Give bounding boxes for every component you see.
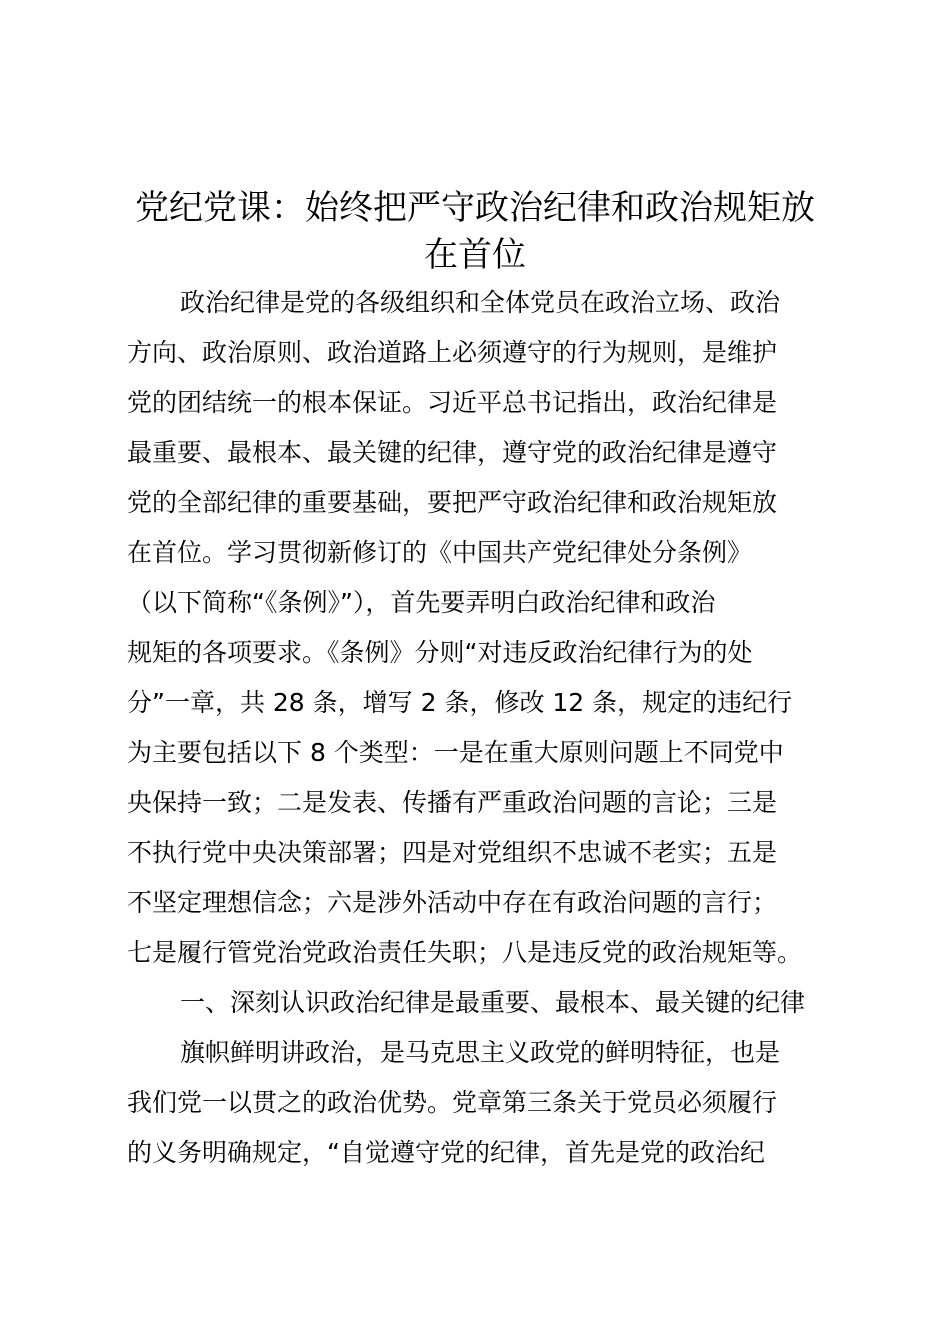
paragraph-line: 党的全部纪律的重要基础，要把严守政治纪律和政治规矩放 bbox=[127, 488, 778, 517]
paragraph-line: 在首位。学习贯彻新修订的《中国共产党纪律处分条例》 bbox=[127, 538, 753, 567]
paragraph-line: 的义务明确规定，“自觉遵守党的纪律，首先是党的政治纪 bbox=[127, 1138, 765, 1167]
paragraph-line: 分”一章，共 28 条，增写 2 条，修改 12 条，规定的违纪行 bbox=[127, 688, 793, 717]
document-title-line-1: 党纪党课：始终把严守政治纪律和政治规矩放 bbox=[135, 188, 815, 228]
paragraph-line: 七是履行管党治党政治责任失职；八是违反党的政治规矩等。 bbox=[127, 938, 803, 967]
paragraph-line: （以下简称“《条例》”），首先要弄明白政治纪律和政治 bbox=[127, 588, 716, 617]
paragraph-line: 政治纪律是党的各级组织和全体党员在政治立场、政治 bbox=[180, 288, 781, 317]
paragraph-line: 党的团结统一的根本保证。习近平总书记指出，政治纪律是 bbox=[127, 388, 778, 417]
paragraph-line: 规矩的各项要求。《条例》分则“对违反政治纪律行为的处 bbox=[127, 638, 753, 667]
paragraph-line: 为主要包括以下 8 个类型：一是在重大原则问题上不同党中 bbox=[127, 738, 784, 767]
paragraph-line: 最重要、最根本、最关键的纪律，遵守党的政治纪律是遵守 bbox=[127, 438, 778, 467]
paragraph-line: 我们党一以贯之的政治优势。党章第三条关于党员必须履行 bbox=[127, 1088, 778, 1117]
paragraph-line: 央保持一致；二是发表、传播有严重政治问题的言论；三是 bbox=[127, 788, 778, 817]
paragraph-line: 方向、政治原则、政治道路上必须遵守的行为规则，是维护 bbox=[127, 338, 778, 367]
paragraph-line: 不执行党中央决策部署；四是对党组织不忠诚不老实；五是 bbox=[127, 838, 778, 867]
paragraph-line: 旗帜鲜明讲政治，是马克思主义政党的鲜明特征，也是 bbox=[180, 1038, 781, 1067]
paragraph-line: 不坚定理想信念；六是涉外活动中存在有政治问题的言行； bbox=[127, 888, 778, 917]
document-title-line-2: 在首位 bbox=[424, 235, 526, 275]
section-heading: 一、深刻认识政治纪律是最重要、最根本、最关键的纪律 bbox=[180, 988, 806, 1017]
